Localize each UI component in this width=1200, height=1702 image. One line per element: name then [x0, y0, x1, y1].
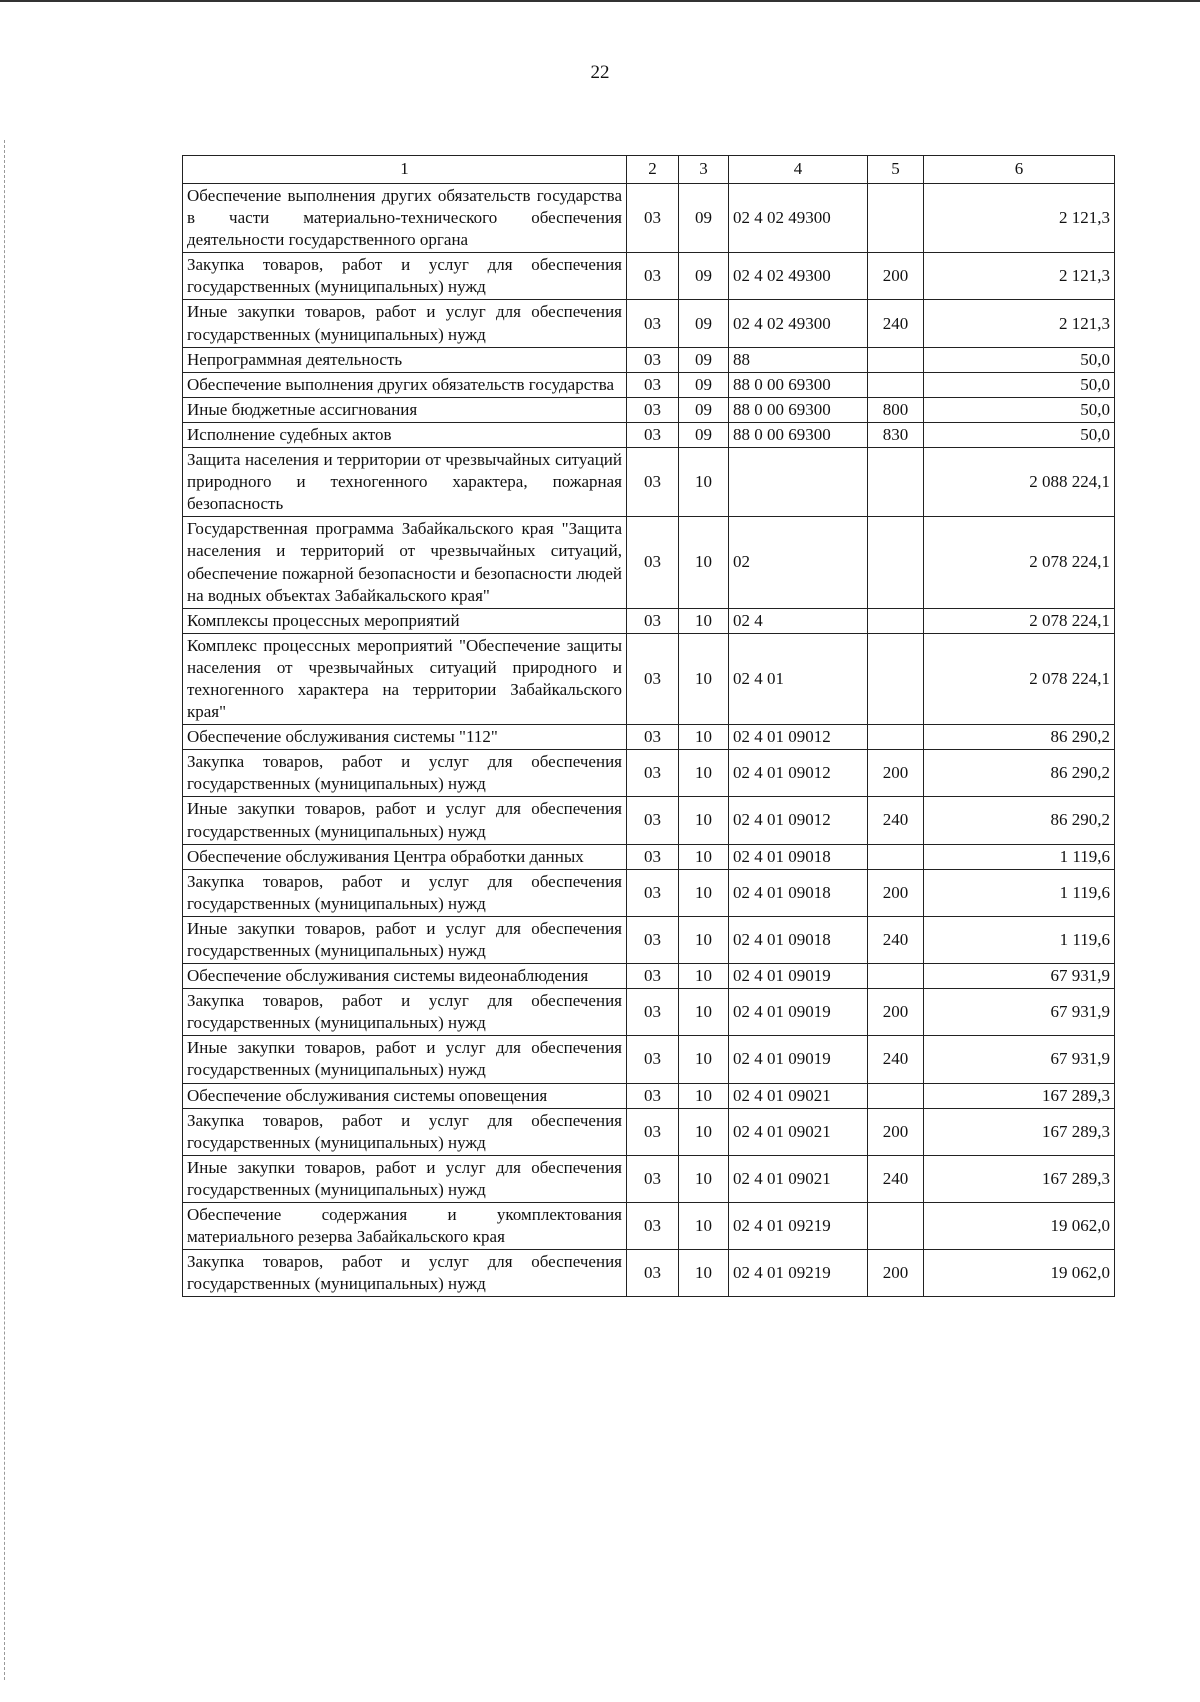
row-subsection-cell: 10 — [679, 916, 729, 963]
row-section-cell: 03 — [627, 1036, 679, 1083]
row-code-cell: 02 4 01 09021 — [729, 1108, 868, 1155]
row-name-cell: Иные закупки товаров, работ и услуг для обеспечения государственных (муниципальных) нужд — [183, 916, 627, 963]
row-sum-cell: 1 119,6 — [924, 916, 1115, 963]
row-section-cell: 03 — [627, 633, 679, 724]
table-row — [183, 1203, 1115, 1250]
row-name-cell: Обеспечение обслуживания системы видеонаблюдения — [183, 964, 627, 989]
row-section-cell: 03 — [627, 1155, 679, 1202]
row-sum-cell: 19 062,0 — [924, 1203, 1115, 1250]
row-type-cell — [868, 725, 924, 750]
row-type-cell: 200 — [868, 750, 924, 797]
row-type-cell — [868, 844, 924, 869]
row-subsection-cell: 10 — [679, 608, 729, 633]
row-sum-cell: 50,0 — [924, 422, 1115, 447]
row-type-cell: 200 — [868, 1108, 924, 1155]
row-type-cell — [868, 1203, 924, 1250]
row-code-cell: 02 4 01 09019 — [729, 989, 868, 1036]
header-col-5: 5 — [868, 156, 924, 184]
row-section-cell: 03 — [627, 844, 679, 869]
row-section-cell: 03 — [627, 964, 679, 989]
row-subsection-cell: 10 — [679, 725, 729, 750]
row-subsection-cell: 10 — [679, 844, 729, 869]
table-row — [183, 608, 1115, 633]
row-name-cell: Непрограммная деятельность — [183, 347, 627, 372]
row-section-cell: 03 — [627, 1250, 679, 1297]
table-row — [183, 1036, 1115, 1083]
row-subsection-cell: 09 — [679, 300, 729, 347]
row-section-cell: 03 — [627, 869, 679, 916]
row-type-cell — [868, 964, 924, 989]
row-code-cell: 88 0 00 69300 — [729, 397, 868, 422]
row-code-cell: 02 4 01 09219 — [729, 1250, 868, 1297]
table-row — [183, 1083, 1115, 1108]
row-sum-cell: 167 289,3 — [924, 1083, 1115, 1108]
row-type-cell — [868, 347, 924, 372]
row-sum-cell: 2 078 224,1 — [924, 517, 1115, 608]
row-subsection-cell: 09 — [679, 397, 729, 422]
row-code-cell: 02 4 01 09021 — [729, 1155, 868, 1202]
row-subsection-cell: 10 — [679, 1155, 729, 1202]
row-name-cell: Закупка товаров, работ и услуг для обеспечения государственных (муниципальных) нужд — [183, 750, 627, 797]
table-row — [183, 422, 1115, 447]
row-section-cell: 03 — [627, 725, 679, 750]
row-sum-cell: 2 078 224,1 — [924, 608, 1115, 633]
row-sum-cell: 86 290,2 — [924, 725, 1115, 750]
row-name-cell: Закупка товаров, работ и услуг для обеспечения государственных (муниципальных) нужд — [183, 989, 627, 1036]
row-type-cell: 800 — [868, 397, 924, 422]
header-col-3: 3 — [679, 156, 729, 184]
row-type-cell: 240 — [868, 797, 924, 844]
row-name-cell: Закупка товаров, работ и услуг для обеспечения государственных (муниципальных) нужд — [183, 1108, 627, 1155]
table-row — [183, 448, 1115, 517]
row-code-cell: 02 4 01 09019 — [729, 1036, 868, 1083]
row-sum-cell: 2 121,3 — [924, 253, 1115, 300]
row-subsection-cell: 10 — [679, 1203, 729, 1250]
row-section-cell: 03 — [627, 797, 679, 844]
row-subsection-cell: 10 — [679, 989, 729, 1036]
row-section-cell: 03 — [627, 916, 679, 963]
row-code-cell: 02 4 01 09012 — [729, 750, 868, 797]
table-row — [183, 916, 1115, 963]
row-subsection-cell: 09 — [679, 184, 729, 253]
row-section-cell: 03 — [627, 372, 679, 397]
row-subsection-cell: 10 — [679, 964, 729, 989]
row-subsection-cell: 09 — [679, 422, 729, 447]
row-subsection-cell: 10 — [679, 1108, 729, 1155]
row-name-cell: Защита населения и территории от чрезвычайных ситуаций природного и техногенного характера, пожарная безопасность — [183, 448, 627, 517]
row-name-cell: Исполнение судебных актов — [183, 422, 627, 447]
row-code-cell: 88 0 00 69300 — [729, 422, 868, 447]
row-code-cell: 02 4 02 49300 — [729, 253, 868, 300]
row-section-cell: 03 — [627, 397, 679, 422]
row-subsection-cell: 10 — [679, 1036, 729, 1083]
row-code-cell: 02 4 02 49300 — [729, 300, 868, 347]
row-name-cell: Иные закупки товаров, работ и услуг для обеспечения государственных (муниципальных) нужд — [183, 1155, 627, 1202]
row-code-cell: 02 4 01 09219 — [729, 1203, 868, 1250]
row-name-cell: Обеспечение содержания и укомплектования материального резерва Забайкальского края — [183, 1203, 627, 1250]
row-name-cell: Комплексы процессных мероприятий — [183, 608, 627, 633]
row-code-cell: 02 — [729, 517, 868, 608]
table-row — [183, 844, 1115, 869]
table-row — [183, 750, 1115, 797]
row-sum-cell: 2 121,3 — [924, 300, 1115, 347]
row-sum-cell: 1 119,6 — [924, 844, 1115, 869]
row-name-cell: Закупка товаров, работ и услуг для обеспечения государственных (муниципальных) нужд — [183, 1250, 627, 1297]
row-section-cell: 03 — [627, 1108, 679, 1155]
row-code-cell: 02 4 — [729, 608, 868, 633]
table-row — [183, 964, 1115, 989]
row-type-cell — [868, 184, 924, 253]
row-section-cell: 03 — [627, 448, 679, 517]
row-subsection-cell: 10 — [679, 797, 729, 844]
table-row — [183, 1108, 1115, 1155]
row-name-cell: Обеспечение обслуживания Центра обработки данных — [183, 844, 627, 869]
row-code-cell: 02 4 01 09018 — [729, 869, 868, 916]
table-row — [183, 517, 1115, 608]
row-sum-cell: 67 931,9 — [924, 1036, 1115, 1083]
row-sum-cell: 86 290,2 — [924, 750, 1115, 797]
table-row — [183, 633, 1115, 724]
table-row — [183, 253, 1115, 300]
row-code-cell: 02 4 01 09019 — [729, 964, 868, 989]
row-name-cell: Закупка товаров, работ и услуг для обеспечения государственных (муниципальных) нужд — [183, 869, 627, 916]
row-code-cell: 88 0 00 69300 — [729, 372, 868, 397]
row-sum-cell: 2 121,3 — [924, 184, 1115, 253]
row-sum-cell: 86 290,2 — [924, 797, 1115, 844]
row-subsection-cell: 10 — [679, 517, 729, 608]
row-type-cell: 830 — [868, 422, 924, 447]
row-name-cell: Закупка товаров, работ и услуг для обеспечения государственных (муниципальных) нужд — [183, 253, 627, 300]
row-section-cell: 03 — [627, 608, 679, 633]
row-name-cell: Обеспечение выполнения других обязательств государства в части материально-технического обеспечения деятельности государственного органа — [183, 184, 627, 253]
table-row — [183, 989, 1115, 1036]
table-header-row — [183, 156, 1115, 184]
row-section-cell: 03 — [627, 184, 679, 253]
row-subsection-cell: 10 — [679, 869, 729, 916]
row-section-cell: 03 — [627, 1083, 679, 1108]
row-subsection-cell: 09 — [679, 347, 729, 372]
row-code-cell: 02 4 01 09021 — [729, 1083, 868, 1108]
header-col-6: 6 — [924, 156, 1115, 184]
row-name-cell: Обеспечение выполнения других обязательств государства — [183, 372, 627, 397]
row-section-cell: 03 — [627, 422, 679, 447]
row-section-cell: 03 — [627, 989, 679, 1036]
row-code-cell: 88 — [729, 347, 868, 372]
table-row — [183, 725, 1115, 750]
row-name-cell: Иные закупки товаров, работ и услуг для обеспечения государственных (муниципальных) нужд — [183, 797, 627, 844]
row-section-cell: 03 — [627, 253, 679, 300]
table-row — [183, 797, 1115, 844]
row-subsection-cell: 10 — [679, 1083, 729, 1108]
row-type-cell — [868, 372, 924, 397]
row-section-cell: 03 — [627, 517, 679, 608]
budget-table — [182, 155, 1115, 1297]
page-number: 22 — [590, 62, 610, 83]
row-type-cell — [868, 633, 924, 724]
page-top-edge — [0, 0, 1200, 2]
table-row — [183, 300, 1115, 347]
row-code-cell: 02 4 02 49300 — [729, 184, 868, 253]
row-type-cell: 200 — [868, 869, 924, 916]
row-sum-cell: 19 062,0 — [924, 1250, 1115, 1297]
row-section-cell: 03 — [627, 300, 679, 347]
row-code-cell: 02 4 01 09012 — [729, 797, 868, 844]
row-type-cell: 200 — [868, 1250, 924, 1297]
row-type-cell: 240 — [868, 300, 924, 347]
row-sum-cell: 167 289,3 — [924, 1108, 1115, 1155]
row-sum-cell: 50,0 — [924, 347, 1115, 372]
table-body — [183, 156, 1115, 1297]
header-col-1: 1 — [183, 156, 627, 184]
row-name-cell: Обеспечение обслуживания системы "112" — [183, 725, 627, 750]
row-sum-cell: 2 078 224,1 — [924, 633, 1115, 724]
table-row — [183, 1250, 1115, 1297]
row-subsection-cell: 10 — [679, 1250, 729, 1297]
row-code-cell: 02 4 01 — [729, 633, 868, 724]
table-row — [183, 372, 1115, 397]
row-name-cell: Обеспечение обслуживания системы оповещения — [183, 1083, 627, 1108]
row-type-cell — [868, 448, 924, 517]
row-section-cell: 03 — [627, 750, 679, 797]
row-sum-cell: 167 289,3 — [924, 1155, 1115, 1202]
row-sum-cell: 67 931,9 — [924, 989, 1115, 1036]
row-section-cell: 03 — [627, 347, 679, 372]
table-row — [183, 397, 1115, 422]
row-name-cell: Комплекс процессных мероприятий "Обеспечение защиты населения от чрезвычайных ситуаций природного и техногенного характера на территории Забайкальского края" — [183, 633, 627, 724]
row-code-cell — [729, 448, 868, 517]
row-section-cell: 03 — [627, 1203, 679, 1250]
row-name-cell: Иные закупки товаров, работ и услуг для обеспечения государственных (муниципальных) нужд — [183, 300, 627, 347]
row-sum-cell: 2 088 224,1 — [924, 448, 1115, 517]
table-row — [183, 347, 1115, 372]
row-type-cell — [868, 517, 924, 608]
row-sum-cell: 50,0 — [924, 372, 1115, 397]
row-sum-cell: 50,0 — [924, 397, 1115, 422]
row-sum-cell: 67 931,9 — [924, 964, 1115, 989]
row-type-cell — [868, 1083, 924, 1108]
row-code-cell: 02 4 01 09018 — [729, 916, 868, 963]
row-type-cell: 200 — [868, 989, 924, 1036]
row-subsection-cell: 10 — [679, 448, 729, 517]
row-name-cell: Государственная программа Забайкальского края "Защита населения и территорий от чрезвычайных ситуаций, обеспечение пожарной безопасности и безопасности людей на водных объектах Забайкальского края" — [183, 517, 627, 608]
row-type-cell — [868, 608, 924, 633]
row-sum-cell: 1 119,6 — [924, 869, 1115, 916]
row-name-cell: Иные закупки товаров, работ и услуг для обеспечения государственных (муниципальных) нужд — [183, 1036, 627, 1083]
row-type-cell: 240 — [868, 1036, 924, 1083]
header-col-2: 2 — [627, 156, 679, 184]
row-type-cell: 240 — [868, 916, 924, 963]
row-subsection-cell: 10 — [679, 750, 729, 797]
row-subsection-cell: 09 — [679, 253, 729, 300]
row-code-cell: 02 4 01 09012 — [729, 725, 868, 750]
page-left-margin-line — [4, 140, 5, 1680]
row-subsection-cell: 09 — [679, 372, 729, 397]
table-row — [183, 184, 1115, 253]
row-code-cell: 02 4 01 09018 — [729, 844, 868, 869]
table-row — [183, 869, 1115, 916]
row-subsection-cell: 10 — [679, 633, 729, 724]
header-col-4: 4 — [729, 156, 868, 184]
row-name-cell: Иные бюджетные ассигнования — [183, 397, 627, 422]
table-row — [183, 1155, 1115, 1202]
row-type-cell: 200 — [868, 253, 924, 300]
row-type-cell: 240 — [868, 1155, 924, 1202]
